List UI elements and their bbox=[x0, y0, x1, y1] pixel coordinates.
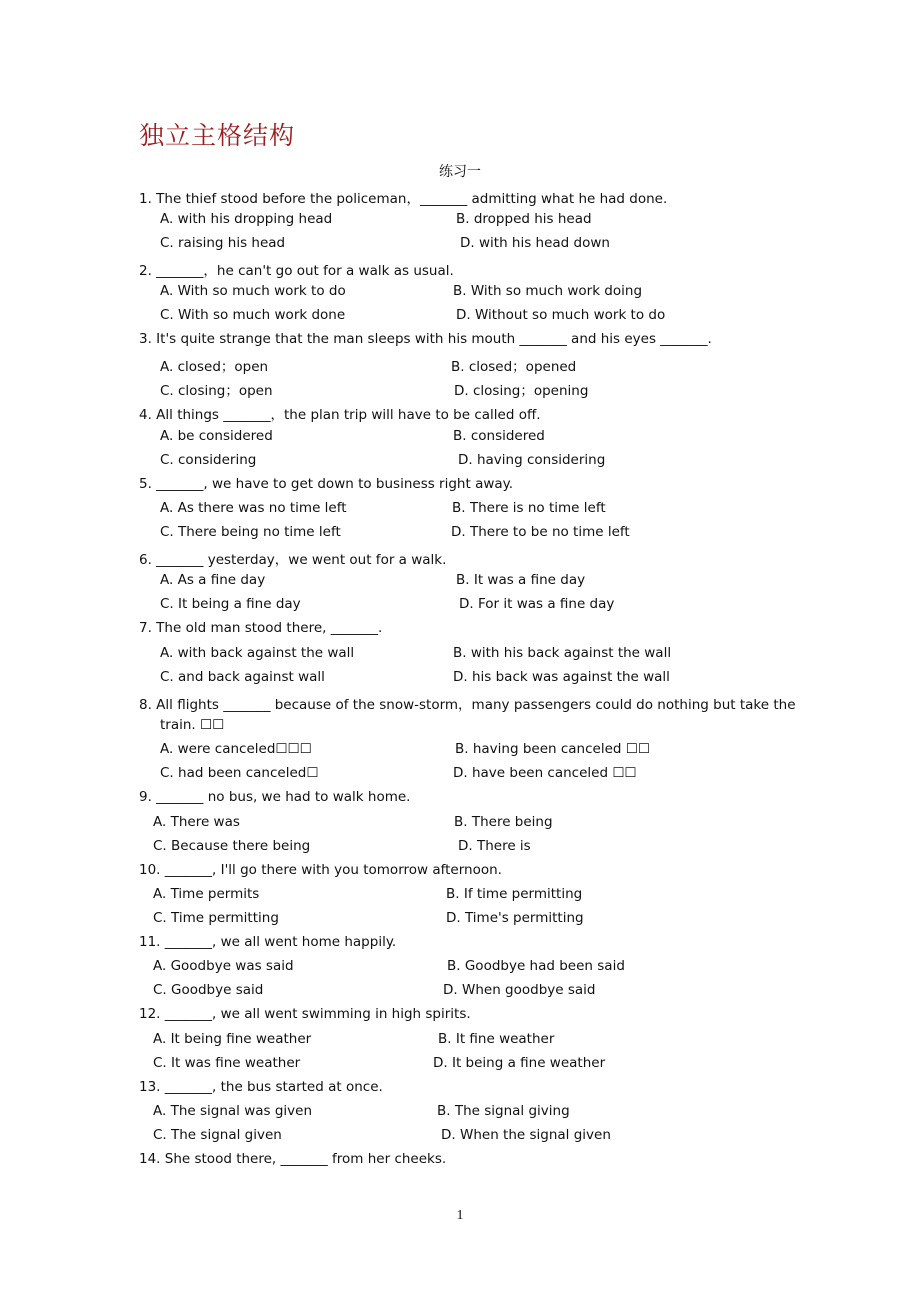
q11-option-a: A. Goodbye was said bbox=[153, 958, 294, 974]
q3-option-b: B. closed；opened bbox=[451, 359, 577, 375]
q4-option-a: A. be considered bbox=[160, 428, 273, 444]
q6-option-b: B. It was a fine day bbox=[456, 572, 586, 588]
question-13: 13. _______, the bus started at once. bbox=[139, 1079, 383, 1095]
question-3: 3. It's quite strange that the man sleeps with his mouth _______ and his eyes _______. bbox=[139, 331, 712, 347]
question-5: 5. _______, we have to get down to business right away. bbox=[139, 476, 514, 492]
q13-option-a: A. The signal was given bbox=[153, 1103, 313, 1119]
question-12: 12. _______, we all went swimming in high spirits. bbox=[139, 1006, 471, 1022]
question-10: 10. _______, I'll go there with you tomorrow afternoon. bbox=[139, 862, 502, 878]
q5-option-d: D. There to be no time left bbox=[451, 524, 630, 540]
q3-option-a: A. closed；open bbox=[160, 359, 269, 375]
page-number: 1 bbox=[456, 1208, 464, 1223]
q11-option-c: C. Goodbye said bbox=[153, 982, 264, 998]
q10-option-a: A. Time permits bbox=[153, 886, 260, 902]
q9-option-b: B. There being bbox=[454, 814, 553, 830]
q6-option-a: A. As a fine day bbox=[160, 572, 266, 588]
q8-option-b: B. having been canceled ☐☐ bbox=[455, 741, 650, 757]
q4-option-d: D. having considering bbox=[458, 452, 606, 468]
q3-option-c: C. closing；open bbox=[160, 383, 273, 399]
q7-option-d: D. his back was against the wall bbox=[453, 669, 670, 685]
q2-option-d: D. Without so much work to do bbox=[456, 307, 666, 323]
question-8-continuation: train. ☐☐ bbox=[160, 717, 225, 733]
question-2: 2. _______，he can't go out for a walk as usual. bbox=[139, 263, 454, 279]
q1-option-d: D. with his head down bbox=[460, 235, 610, 251]
question-6: 6. _______ yesterday，we went out for a walk. bbox=[139, 552, 447, 568]
q11-option-b: B. Goodbye had been said bbox=[447, 958, 625, 974]
q12-option-a: A. It being fine weather bbox=[153, 1031, 312, 1047]
question-4: 4. All things _______，the plan trip will have to be called off. bbox=[139, 407, 541, 423]
q1-option-b: B. dropped his head bbox=[456, 211, 592, 227]
question-14: 14. She stood there, _______ from her cheeks. bbox=[139, 1151, 447, 1167]
q5-option-b: B. There is no time left bbox=[452, 500, 606, 516]
q7-option-a: A. with back against the wall bbox=[160, 645, 355, 661]
q10-option-d: D. Time's permitting bbox=[446, 910, 584, 926]
question-1: 1. The thief stood before the policeman，_______ admitting what he had done. bbox=[139, 191, 668, 207]
question-7: 7. The old man stood there, _______. bbox=[139, 620, 383, 636]
q12-option-c: C. It was fine weather bbox=[153, 1055, 301, 1071]
q2-option-a: A. With so much work to do bbox=[160, 283, 346, 299]
exercise-subtitle: 练习一 bbox=[439, 164, 481, 180]
q13-option-d: D. When the signal given bbox=[441, 1127, 611, 1143]
q8-option-c: C. had been canceled☐ bbox=[160, 765, 319, 781]
q3-option-d: D. closing；opening bbox=[454, 383, 589, 399]
q12-option-b: B. It fine weather bbox=[438, 1031, 555, 1047]
q9-option-c: C. Because there being bbox=[153, 838, 311, 854]
q13-option-b: B. The signal giving bbox=[437, 1103, 570, 1119]
q11-option-d: D. When goodbye said bbox=[443, 982, 596, 998]
page-title: 独立主格结构 bbox=[139, 121, 296, 150]
q9-option-d: D. There is bbox=[458, 838, 531, 854]
q4-option-c: C. considering bbox=[160, 452, 257, 468]
q12-option-d: D. It being a fine weather bbox=[433, 1055, 606, 1071]
question-9: 9. _______ no bus, we had to walk home. bbox=[139, 789, 411, 805]
q10-option-b: B. If time permitting bbox=[446, 886, 583, 902]
q1-option-c: C. raising his head bbox=[160, 235, 286, 251]
q4-option-b: B. considered bbox=[453, 428, 545, 444]
q9-option-a: A. There was bbox=[153, 814, 240, 830]
q6-option-d: D. For it was a fine day bbox=[459, 596, 615, 612]
q5-option-a: A. As there was no time left bbox=[160, 500, 347, 516]
question-8: 8. All flights _______ because of the snow-storm，many passengers could do nothing but take the bbox=[139, 697, 796, 713]
q10-option-c: C. Time permitting bbox=[153, 910, 279, 926]
q5-option-c: C. There being no time left bbox=[160, 524, 341, 540]
q8-option-a: A. were canceled☐☐☐ bbox=[160, 741, 312, 757]
q8-option-d: D. have been canceled ☐☐ bbox=[453, 765, 637, 781]
q1-option-a: A. with his dropping head bbox=[160, 211, 333, 227]
q2-option-b: B. With so much work doing bbox=[453, 283, 643, 299]
q7-option-c: C. and back against wall bbox=[160, 669, 325, 685]
q13-option-c: C. The signal given bbox=[153, 1127, 282, 1143]
q7-option-b: B. with his back against the wall bbox=[453, 645, 672, 661]
q2-option-c: C. With so much work done bbox=[160, 307, 346, 323]
question-11: 11. _______, we all went home happily. bbox=[139, 934, 397, 950]
q6-option-c: C. It being a fine day bbox=[160, 596, 301, 612]
